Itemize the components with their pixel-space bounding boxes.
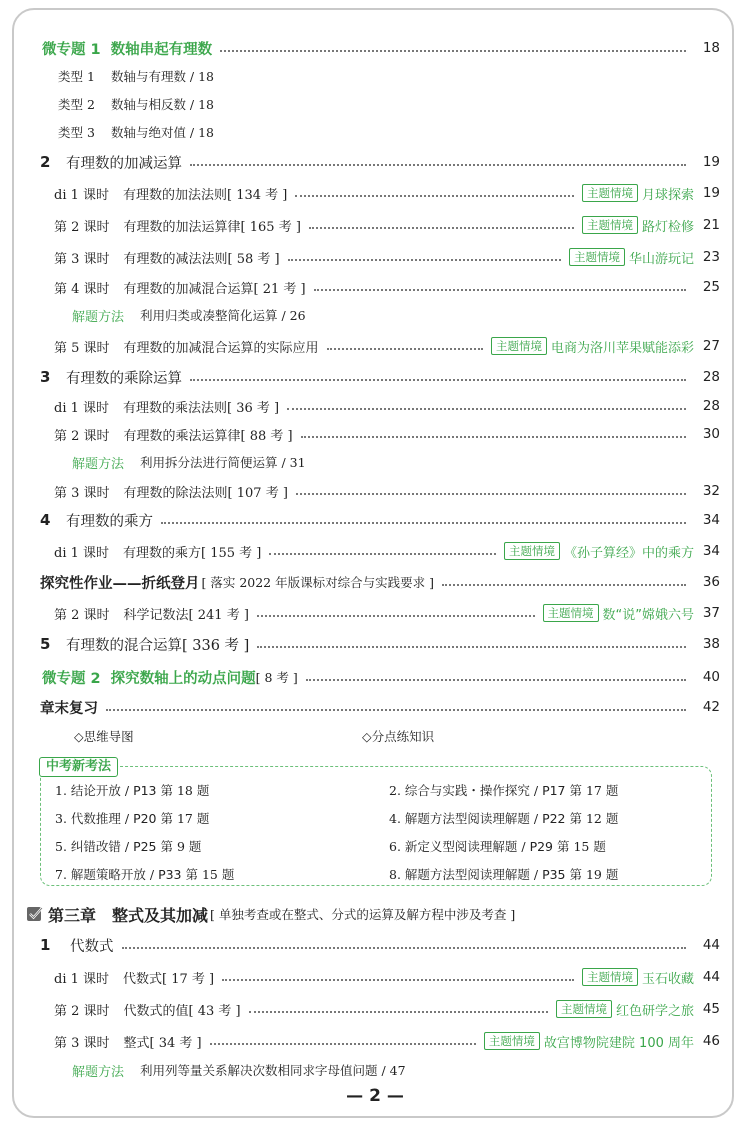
toc-section-4[interactable] [40, 508, 722, 532]
page-number: 34 [702, 543, 720, 559]
page-number: 27 [702, 338, 720, 354]
entry-title: 有理数的混合运算[ 336 考 ] [66, 637, 250, 654]
dot-leader [306, 679, 686, 681]
dot-leader [269, 553, 496, 555]
theme-tag: 主题情境 [491, 337, 547, 355]
page-number: 28 [702, 369, 720, 385]
new-exam-item[interactable]: 6. 新定义型阅读理解题 / P29 第 15 题 [389, 839, 606, 854]
dot-leader [301, 436, 686, 438]
entry-label: 第 2 课时 [54, 607, 110, 623]
theme-text: 玉石收藏 [641, 971, 694, 987]
dot-leader [210, 1043, 476, 1045]
toc-chapter-review[interactable] [40, 695, 722, 719]
toc-lesson[interactable] [54, 334, 722, 358]
entry-label: 第 2 课时 [54, 428, 110, 444]
theme-tag: 主题情境 [569, 248, 625, 266]
entry-title: [ 落实 2022 年版课标对综合与实践要求 ] [201, 575, 434, 590]
toc-lesson[interactable] [54, 539, 722, 563]
dot-leader [295, 195, 574, 197]
dot-leader [442, 584, 686, 586]
new-exam-item[interactable]: 1. 结论开放 / P13 第 18 题 [55, 783, 210, 798]
page-number-footer: — 2 — [346, 1086, 404, 1106]
chapter-heading[interactable] [26, 901, 722, 927]
entry-title: 代数式 [70, 938, 114, 955]
toc-method[interactable] [72, 303, 722, 327]
entry-title: 有理数的加减混合运算的实际应用 [123, 340, 319, 356]
chapter-label: 第三章 [48, 905, 97, 925]
entry-title: 利用列等量关系解决次数相同求字母值问题 / 47 [140, 1063, 406, 1078]
method-label: 解题方法 [72, 1064, 125, 1080]
entry-title: 代数式[ 17 考 ] [123, 971, 215, 987]
page-number: 18 [702, 40, 720, 56]
toc-entry-special-1[interactable] [42, 36, 722, 60]
toc-lesson[interactable] [54, 601, 722, 625]
new-exam-item[interactable]: 4. 解题方法型阅读理解题 / P22 第 12 题 [389, 811, 619, 826]
entry-label: 第 3 课时 [54, 1035, 110, 1051]
entry-title: 有理数的减法法则[ 58 考 ] [123, 251, 280, 267]
dot-leader [222, 979, 574, 981]
page-number: 28 [702, 398, 720, 414]
dot-leader [190, 164, 686, 166]
toc-lesson[interactable] [54, 479, 722, 503]
new-exam-item[interactable]: 8. 解题方法型阅读理解题 / P35 第 19 题 [389, 867, 619, 882]
toc-lesson[interactable] [54, 394, 722, 418]
toc-lesson[interactable] [54, 181, 722, 205]
entry-label: 类型 3 [58, 125, 95, 140]
new-exam-item[interactable]: 2. 综合与实践・操作探究 / P17 第 17 题 [389, 783, 619, 798]
entry-title: 有理数的加减混合运算[ 21 考 ] [123, 281, 306, 297]
toc-entry-type-3[interactable] [58, 120, 722, 144]
theme-text: 故宫博物院建院 100 周年 [543, 1035, 694, 1051]
dot-leader [296, 493, 686, 495]
page-number: 38 [702, 636, 720, 652]
method-label: 解题方法 [72, 309, 125, 325]
entry-title: 利用归类或凑整简化运算 / 26 [140, 308, 306, 323]
theme-text: 红色研学之旅 [615, 1003, 694, 1019]
entry-title: 科学记数法[ 241 考 ] [123, 607, 249, 623]
new-exam-box-title: 中考新考法 [39, 757, 118, 777]
dot-leader [314, 289, 686, 291]
entry-label: 微专题 1 [42, 41, 101, 58]
page-number: 44 [702, 937, 720, 953]
entry-label: 第 3 课时 [54, 485, 110, 501]
page-number: 23 [702, 249, 720, 265]
entry-label: di 1 课时 [54, 187, 110, 203]
entry-title: 数轴与绝对值 / 18 [110, 125, 215, 140]
page-number: 34 [702, 512, 720, 528]
theme-tag: 主题情境 [582, 184, 638, 202]
new-exam-item[interactable]: 3. 代数推理 / P20 第 17 题 [55, 811, 210, 826]
entry-label: 第 3 课时 [54, 251, 110, 267]
theme-tag: 主题情境 [504, 542, 560, 560]
dot-leader [106, 709, 686, 711]
page-number: 45 [702, 1001, 720, 1017]
dot-leader [288, 259, 561, 261]
page-number: 30 [702, 426, 720, 442]
toc-section-2[interactable] [40, 150, 722, 174]
practice-label: ◇分点练知识 [362, 729, 435, 744]
entry-label: 章末复习 [40, 700, 98, 717]
dot-leader [161, 522, 686, 524]
entry-label: 类型 2 [58, 97, 95, 112]
entry-label: 类型 1 [58, 69, 95, 84]
entry-title: 有理数的乘法运算律[ 88 考 ] [123, 428, 293, 444]
theme-tag: 主题情境 [582, 968, 638, 986]
toc-section-1[interactable] [40, 933, 722, 957]
new-exam-item[interactable]: 7. 解题策略开放 / P33 第 15 题 [55, 867, 235, 882]
page-number: 40 [702, 669, 720, 685]
dot-leader [257, 646, 686, 648]
entry-label: 第 5 课时 [54, 340, 110, 356]
entry-title: 有理数的加减运算 [66, 155, 182, 172]
section-number: 2 [40, 153, 51, 171]
toc-entry-special-2[interactable] [42, 665, 722, 689]
theme-tag: 主题情境 [484, 1032, 540, 1050]
entry-title: 探究数轴上的动点问题 [110, 670, 256, 687]
theme-tag: 主题情境 [582, 216, 638, 234]
entry-title: 有理数的乘方[ 155 考 ] [123, 545, 262, 561]
entry-label: di 1 课时 [54, 971, 110, 987]
entry-title: 有理数的乘法法则[ 36 考 ] [123, 400, 280, 416]
entry-title: 数轴与有理数 / 18 [110, 69, 215, 84]
page-number: 37 [702, 605, 720, 621]
entry-title: 有理数的除法法则[ 107 考 ] [123, 485, 288, 501]
new-exam-item[interactable]: 5. 纠错改错 / P25 第 9 题 [55, 839, 202, 854]
page-number: 36 [702, 574, 720, 590]
entry-title: 有理数的加法运算律[ 165 考 ] [123, 219, 301, 235]
page-number: 46 [702, 1033, 720, 1049]
section-number: 3 [40, 368, 51, 386]
section-number: 5 [40, 635, 51, 653]
new-exam-box [40, 759, 712, 886]
entry-title: 有理数的加法法则[ 134 考 ] [123, 187, 288, 203]
toc-lesson[interactable] [54, 275, 722, 299]
page-number: 21 [702, 217, 720, 233]
entry-label: di 1 课时 [54, 545, 110, 561]
toc-lesson[interactable] [54, 245, 722, 269]
entry-label: 第 2 课时 [54, 1003, 110, 1019]
entry-title: 有理数的乘除运算 [66, 370, 182, 387]
theme-text: 数“说”嫦娥六号 [602, 607, 694, 623]
toc-exploration[interactable] [40, 570, 722, 594]
toc-point-practice[interactable] [362, 724, 662, 748]
theme-tag: 主题情境 [556, 1000, 612, 1018]
dot-leader [220, 50, 686, 52]
toc-lesson[interactable] [54, 213, 722, 237]
toc-mindmap[interactable] [74, 724, 374, 748]
chapter-note: [ 单独考查或在整式、分式的运算及解方程中涉及考查 ] [210, 907, 516, 922]
entry-label: 第 4 课时 [54, 281, 110, 297]
dot-leader [122, 947, 687, 949]
toc-lesson[interactable] [54, 965, 722, 989]
theme-text: 月球探索 [641, 187, 694, 203]
dot-leader [257, 615, 535, 617]
section-number: 1 [40, 936, 51, 954]
toc-lesson[interactable] [54, 1029, 722, 1053]
entry-label: 探究性作业——折纸登月 [40, 575, 200, 592]
entry-title: 利用拆分法进行简便运算 / 31 [140, 455, 306, 470]
entry-title: 数轴串起有理数 [110, 41, 213, 58]
theme-text: 电商为洛川苹果赋能添彩 [550, 340, 694, 356]
entry-title: 有理数的乘方 [66, 513, 153, 530]
toc-section-5[interactable] [40, 632, 722, 656]
page-number: 32 [702, 483, 720, 499]
page-number: 25 [702, 279, 720, 295]
entry-title: 整式[ 34 考 ] [123, 1035, 202, 1051]
dot-leader [309, 227, 574, 229]
page-number: 19 [702, 154, 720, 170]
page-number: 42 [702, 699, 720, 715]
entry-count: [ 8 考 ] [255, 670, 298, 685]
entry-label: di 1 课时 [54, 400, 110, 416]
theme-text: 《孙子算经》中的乘方 [563, 545, 694, 561]
dot-leader [190, 379, 686, 381]
toc-entry-type-1[interactable] [58, 64, 722, 88]
theme-text: 华山游玩记 [628, 251, 694, 267]
toc-lesson[interactable] [54, 997, 722, 1021]
toc-entry-type-2[interactable] [58, 92, 722, 116]
entry-label: 第 2 课时 [54, 219, 110, 235]
checkbox-icon [26, 905, 44, 923]
section-number: 4 [40, 511, 51, 529]
method-label: 解题方法 [72, 456, 125, 472]
mindmap-label: ◇思维导图 [74, 729, 134, 744]
page-number: 19 [702, 185, 720, 201]
dot-leader [249, 1011, 548, 1013]
entry-title: 数轴与相反数 / 18 [110, 97, 215, 112]
dot-leader [287, 408, 686, 410]
toc-section-3[interactable] [40, 365, 722, 389]
toc-lesson[interactable] [54, 422, 722, 446]
entry-label: 微专题 2 [42, 670, 101, 687]
toc-method[interactable] [72, 450, 722, 474]
dot-leader [327, 348, 483, 350]
toc-method[interactable] [72, 1058, 722, 1082]
page-number: 44 [702, 969, 720, 985]
theme-tag: 主题情境 [543, 604, 599, 622]
entry-title: 代数式的值[ 43 考 ] [123, 1003, 241, 1019]
chapter-title: 整式及其加减 [112, 905, 209, 925]
theme-text: 路灯检修 [641, 219, 694, 235]
